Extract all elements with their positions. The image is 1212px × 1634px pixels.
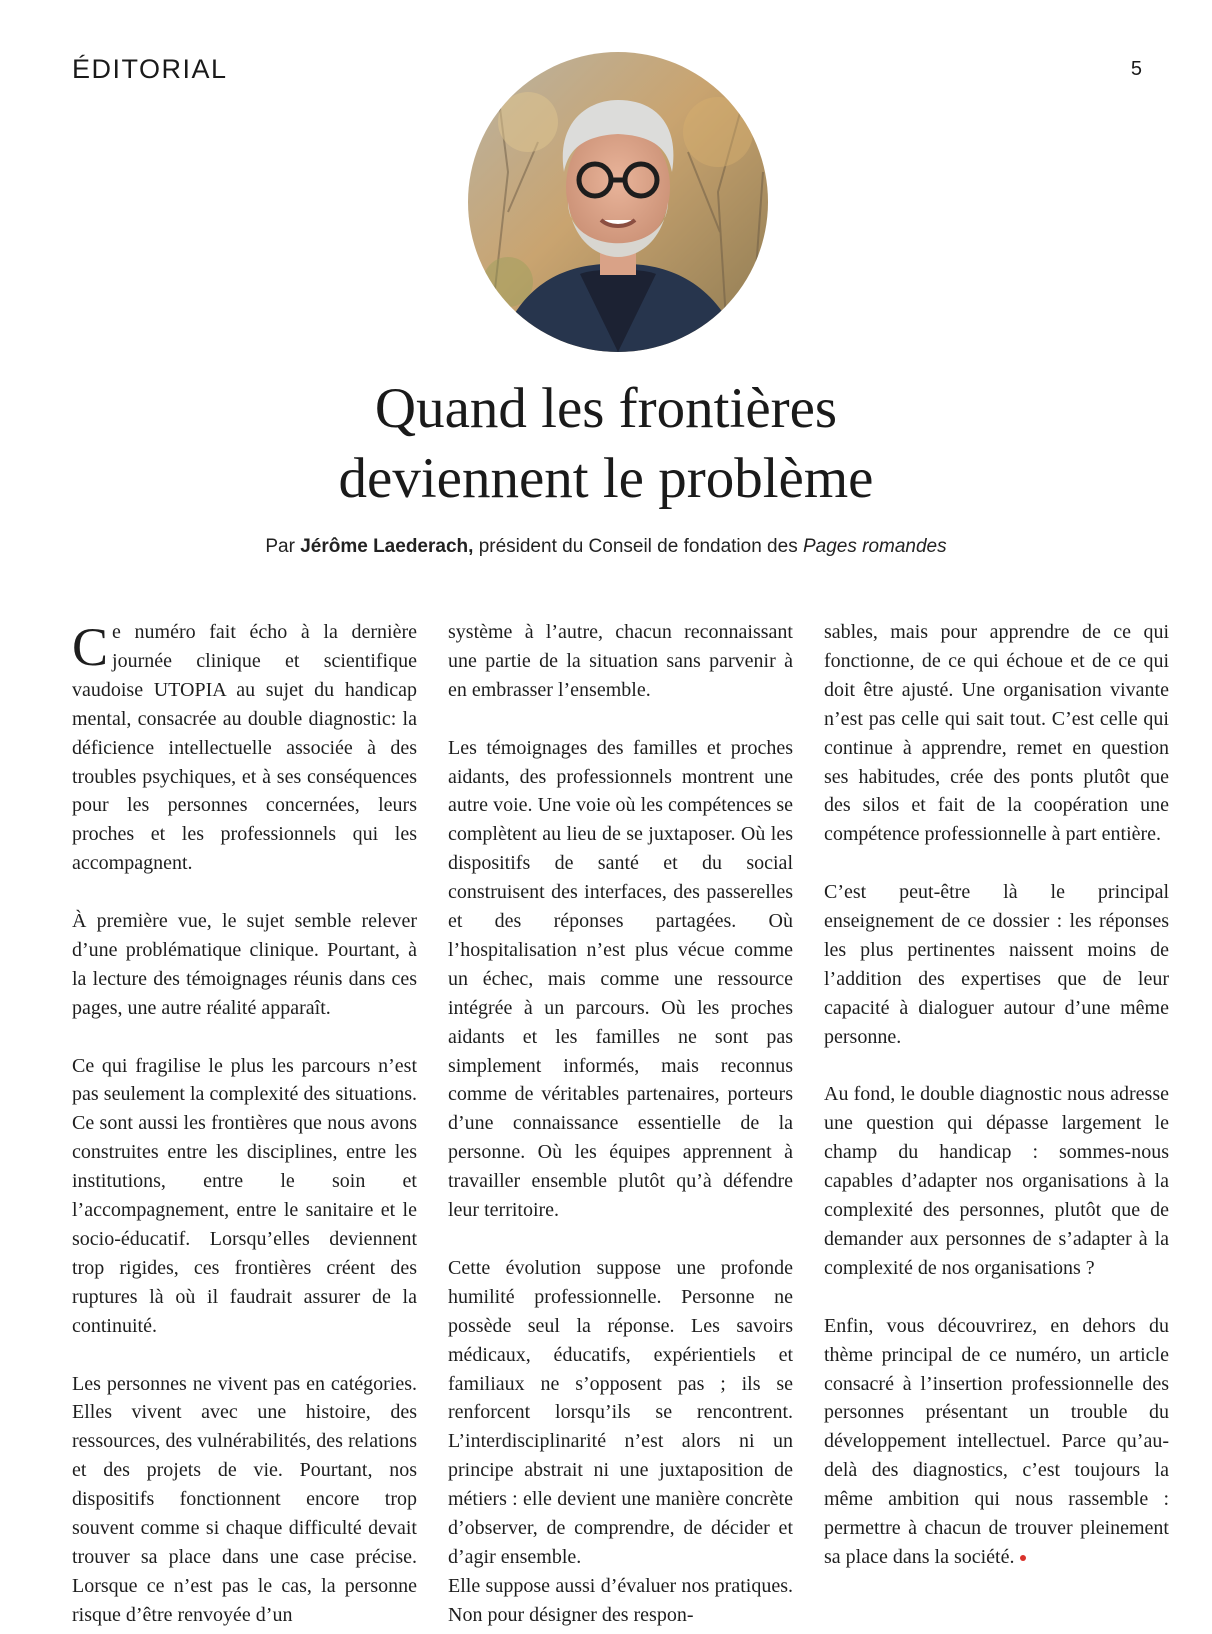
paragraph: système à l’autre, chacun reconnaissant une partie de la situation sans parvenir à en embrasser l’ensemble.: [448, 621, 793, 701]
page-number: 5: [1130, 58, 1142, 80]
paragraph: C’est peut-être là le principal enseignement de ce dossier : les réponses les plus pertinentes naissent moins de l’addition des expertises que de leur capacité à dialoguer autour d’une même personne.: [824, 881, 1169, 1048]
paragraph: Les témoignages des familles et proches aidants, des professionnels montrent une autre voie. Une voie où les compétences se complètent au lieu de se juxtaposer. Où les dispositifs de santé et du social construisent des interfaces, des passerelles et des réponses partagées. Où l’hospitalisation n’est plus vécue comme un échec, mais comme une ressource intégrée à un parcours. Où les proches aidants et les familles ne sont pas simplement informés, mais reconnus comme de véritables partenaires, porteurs d’une connaissance essentielle de la personne. Où les équipes apprennent à travailler ensemble plutôt qu’à défendre leur territoire.: [448, 736, 793, 1222]
text-column-3: [824, 618, 1169, 1572]
paragraph-text: e numéro fait écho à la dernière journée clinique et scientifique vaudoise UTOPIA au sujet du handicap mental, consacrée au double diagnostic: la déficience intellectuelle associée à des troubles psychiques, et à ses conséquences pour les personnes concernées, leurs proches et les professionnels qui les accompagnent.: [72, 621, 417, 875]
author-portrait: [468, 52, 768, 352]
paragraph: sables, mais pour apprendre de ce qui fonctionne, de ce qui échoue et de ce qui doit être ajusté. Une organisation vivante n’est pas celle qui sait tout. C’est celle qui continue à apprendre, remet en question ses habitudes, crée des ponts plutôt que des silos et fait de la coopération une compétence professionnelle à part entière.: [824, 621, 1169, 846]
section-label: ÉDITORIAL: [72, 54, 228, 84]
byline-author: Jérôme Laederach,: [300, 536, 474, 557]
title-line-1: Quand les frontières: [374, 377, 838, 440]
drop-cap: C: [72, 617, 109, 677]
text-column-1: [72, 618, 417, 1630]
paragraph: Ce qui fragilise le plus les parcours n’est pas seulement la complexité des situations. Ce sont aussi les frontières que nous avons construites entre les disciplines, entre les institutions, entre le soin et l’accompagnement, entre le sanitaire et le socio-éducatif. Lorsqu’elles deviennent trop rigides, ces frontières créent des ruptures là où il faudrait assurer de la continuité.: [72, 1054, 417, 1337]
paragraph: Les personnes ne vivent pas en catégories. Elles vivent avec une histoire, des ressources, des vulnérabilités, des relations et des projets de vie. Pourtant, nos dispositifs fonctionnent encore trop souvent comme si chaque difficulté devait trouver sa place dans une case précise. Lorsque ce n’est pas le cas, la personne risque d’être renvoyée d’un: [72, 1372, 417, 1626]
title-line-2: deviennent le problème: [338, 447, 874, 510]
paragraph-text: Enfin, vous découvrirez, en dehors du thème principal de ce numéro, un article consacré à l’insertion professionnelle des personnes présentant un trouble du développement intellectuel. Parce qu’au-delà des diagnostics, c’est toujours la même ambition qui nous rassemble : permettre à chacun de trouver pleinement sa place dans la société.: [824, 1314, 1169, 1568]
paragraph: Cette évolution suppose une profonde humilité professionnelle. Personne ne possède seul la réponse. Les savoirs médicaux, éducatifs, expérientiels et familiaux ne s’opposent pas ; ils se renforcent lorsqu’ils se rencontrent. L’interdisciplinarité n’est alors ni un principe abstrait ni une juxtaposition de métiers : elle devient une manière concrète d’observer, de comprendre, de décider et d’agir ensemble.: [448, 1256, 793, 1568]
byline-role: président du Conseil de fondation des: [478, 536, 798, 557]
paragraph: À première vue, le sujet semble relever d’une problématique clinique. Pourtant, à la lecture des témoignages réunis dans ces pages, une autre réalité apparaît.: [72, 910, 417, 1019]
paragraph: Au fond, le double diagnostic nous adresse une question qui dépasse largement le champ du handicap : sommes-nous capables d’adapter nos organisations à la complexité des personnes, plutôt que de demander aux personnes de s’adapter à la complexité de nos organisations ?: [824, 1083, 1169, 1279]
text-column-2: [448, 618, 793, 1630]
end-mark-icon: [1020, 1555, 1026, 1561]
paragraph: [824, 1312, 1169, 1572]
article-title: [0, 374, 1212, 514]
byline: [0, 536, 1212, 558]
byline-prefix: Par: [265, 536, 295, 557]
byline-publication: Pages romandes: [802, 536, 947, 557]
paragraph: Elle suppose aussi d’évaluer nos pratiques. Non pour désigner des respon-: [448, 1574, 793, 1626]
paragraph: [72, 618, 417, 878]
